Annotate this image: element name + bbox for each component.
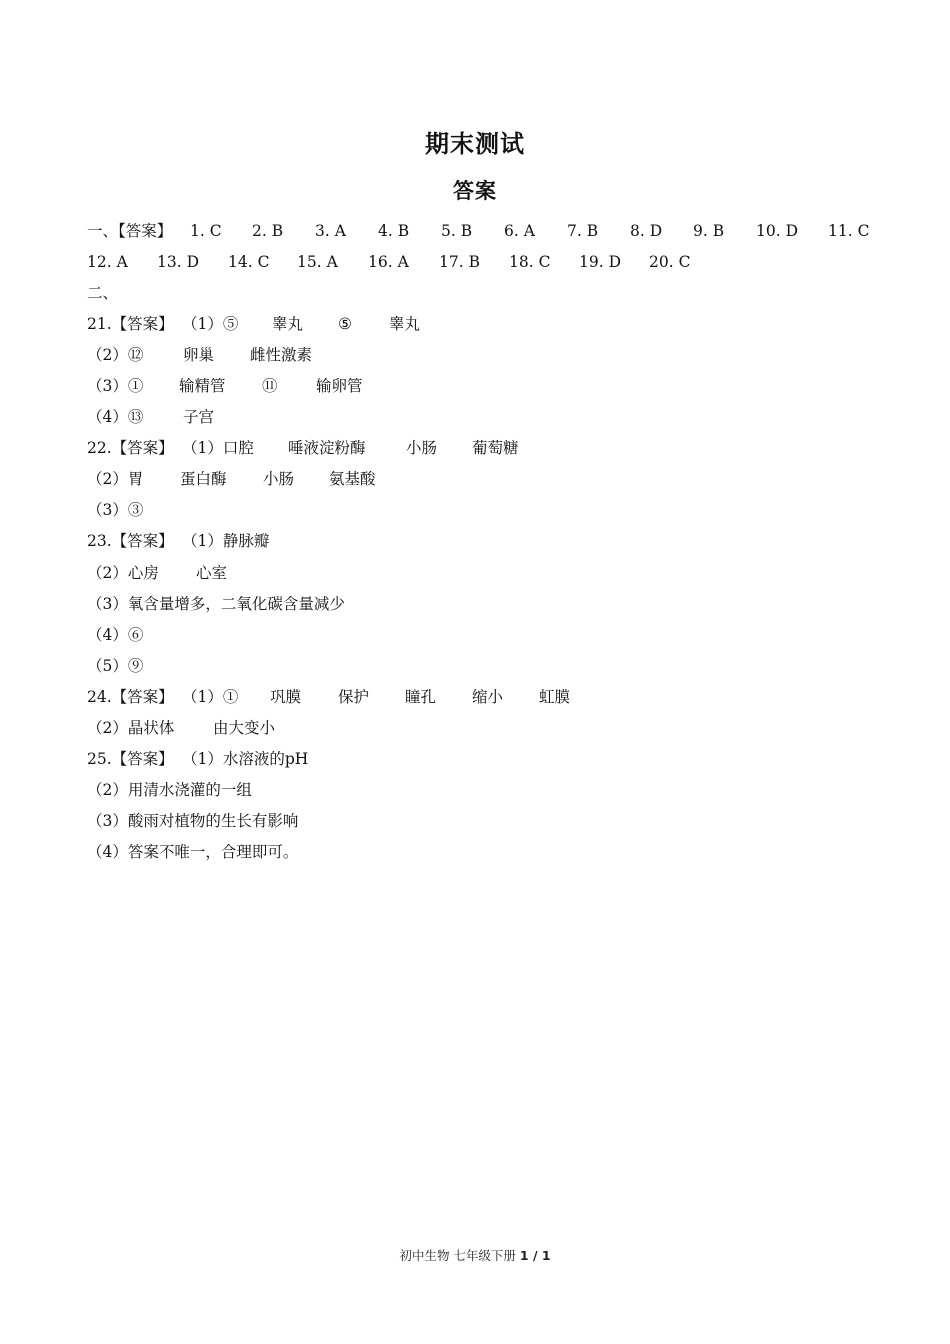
page-number: 1 / 1: [519, 1248, 551, 1263]
answer-part: （1）静脉瓣: [182, 532, 270, 550]
answer-part: （2）用清水浇灌的一组: [87, 781, 252, 799]
answer-part: 由大变小: [213, 719, 276, 737]
question-head: 22.【答案】: [87, 439, 174, 457]
page-title: 期末测试: [425, 130, 525, 158]
answer-part: （2）心房: [87, 564, 159, 582]
answer-part: 唾液淀粉酶: [288, 439, 366, 457]
question-head: 21.【答案】: [87, 315, 174, 333]
answer-part: ⑤: [338, 315, 352, 333]
answer-part: 蛋白酶: [180, 470, 227, 488]
answer-part: （2）胃: [87, 470, 144, 488]
answer-part: 子宫: [183, 408, 215, 426]
mcq-answer: 12. A: [87, 253, 128, 271]
answer-part: （2）晶状体: [87, 719, 175, 737]
answer-part: 睾丸: [389, 315, 421, 333]
mcq-answer: 16. A: [368, 253, 409, 271]
answer-part: 氨基酸: [329, 470, 376, 488]
answer-part: （2）⑫: [87, 346, 144, 364]
answer-part: （3）氧含量增多，二氧化碳含量减少: [87, 595, 345, 613]
question-head: 25.【答案】: [87, 750, 174, 768]
answer-part: 小肠: [263, 470, 295, 488]
answer-part: （5）⑨: [87, 657, 144, 675]
answer-part: （1）口腔: [182, 439, 254, 457]
answer-part: 小肠: [406, 439, 438, 457]
mcq-answer: 7. B: [567, 222, 599, 240]
answer-part: 雌性激素: [250, 346, 313, 364]
mcq-answer: 14. C: [228, 253, 270, 271]
mcq-answer: 17. B: [439, 253, 480, 271]
section-2-label: 二、: [87, 284, 119, 302]
answer-part: （4）⑬: [87, 408, 144, 426]
mcq-answer: 18. C: [509, 253, 551, 271]
answer-part: 巩膜: [270, 688, 302, 706]
mcq-answer: 20. C: [649, 253, 691, 271]
answer-part: 瞳孔: [405, 688, 437, 706]
answer-part: 输精管: [179, 377, 226, 395]
answer-part: （3）①: [87, 377, 144, 395]
mcq-answer: 3. A: [315, 222, 346, 240]
answer-part: 输卵管: [316, 377, 363, 395]
mcq-answer: 1. C: [190, 222, 222, 240]
mcq-answer: 11. C: [828, 222, 870, 240]
mcq-answer: 4. B: [378, 222, 410, 240]
answer-part: （4）答案不唯一，合理即可。: [87, 843, 299, 861]
mcq-answer: 8. D: [630, 222, 663, 240]
answer-part: （3）酸雨对植物的生长有影响: [87, 812, 299, 830]
mcq-answer: 2. B: [252, 222, 284, 240]
answer-part: （3）③: [87, 501, 144, 519]
mcq-answer: 10. D: [756, 222, 799, 240]
answer-part: 缩小: [472, 688, 504, 706]
mcq-answer: 19. D: [579, 253, 622, 271]
page-footer: [0, 1246, 950, 1264]
mcq-answer: 15. A: [297, 253, 338, 271]
mcq-prefix: 一、【答案】: [87, 222, 173, 240]
answer-part: （4）⑥: [87, 626, 144, 644]
mcq-answer: 9. B: [693, 222, 725, 240]
mcq-answer: 5. B: [441, 222, 473, 240]
answer-part: 虹膜: [539, 688, 571, 706]
mcq-answer: 13. D: [157, 253, 200, 271]
page-subtitle: 答案: [453, 179, 497, 203]
footer-text: 初中生物 七年级下册: [399, 1248, 520, 1263]
question-head: 24.【答案】: [87, 688, 174, 706]
answer-part: （1）⑤: [182, 315, 239, 333]
answer-part: ⑪: [262, 377, 278, 395]
answer-part: 睾丸: [272, 315, 304, 333]
answer-part: 卵巢: [183, 346, 215, 364]
question-head: 23.【答案】: [87, 532, 174, 550]
answer-part: （1）①: [182, 688, 239, 706]
mcq-answer: 6. A: [504, 222, 535, 240]
answer-part: 葡萄糖: [472, 439, 519, 457]
answer-part: 保护: [338, 688, 370, 706]
answer-part: （1）水溶液的pH: [182, 750, 309, 768]
answer-part: 心室: [196, 564, 228, 582]
